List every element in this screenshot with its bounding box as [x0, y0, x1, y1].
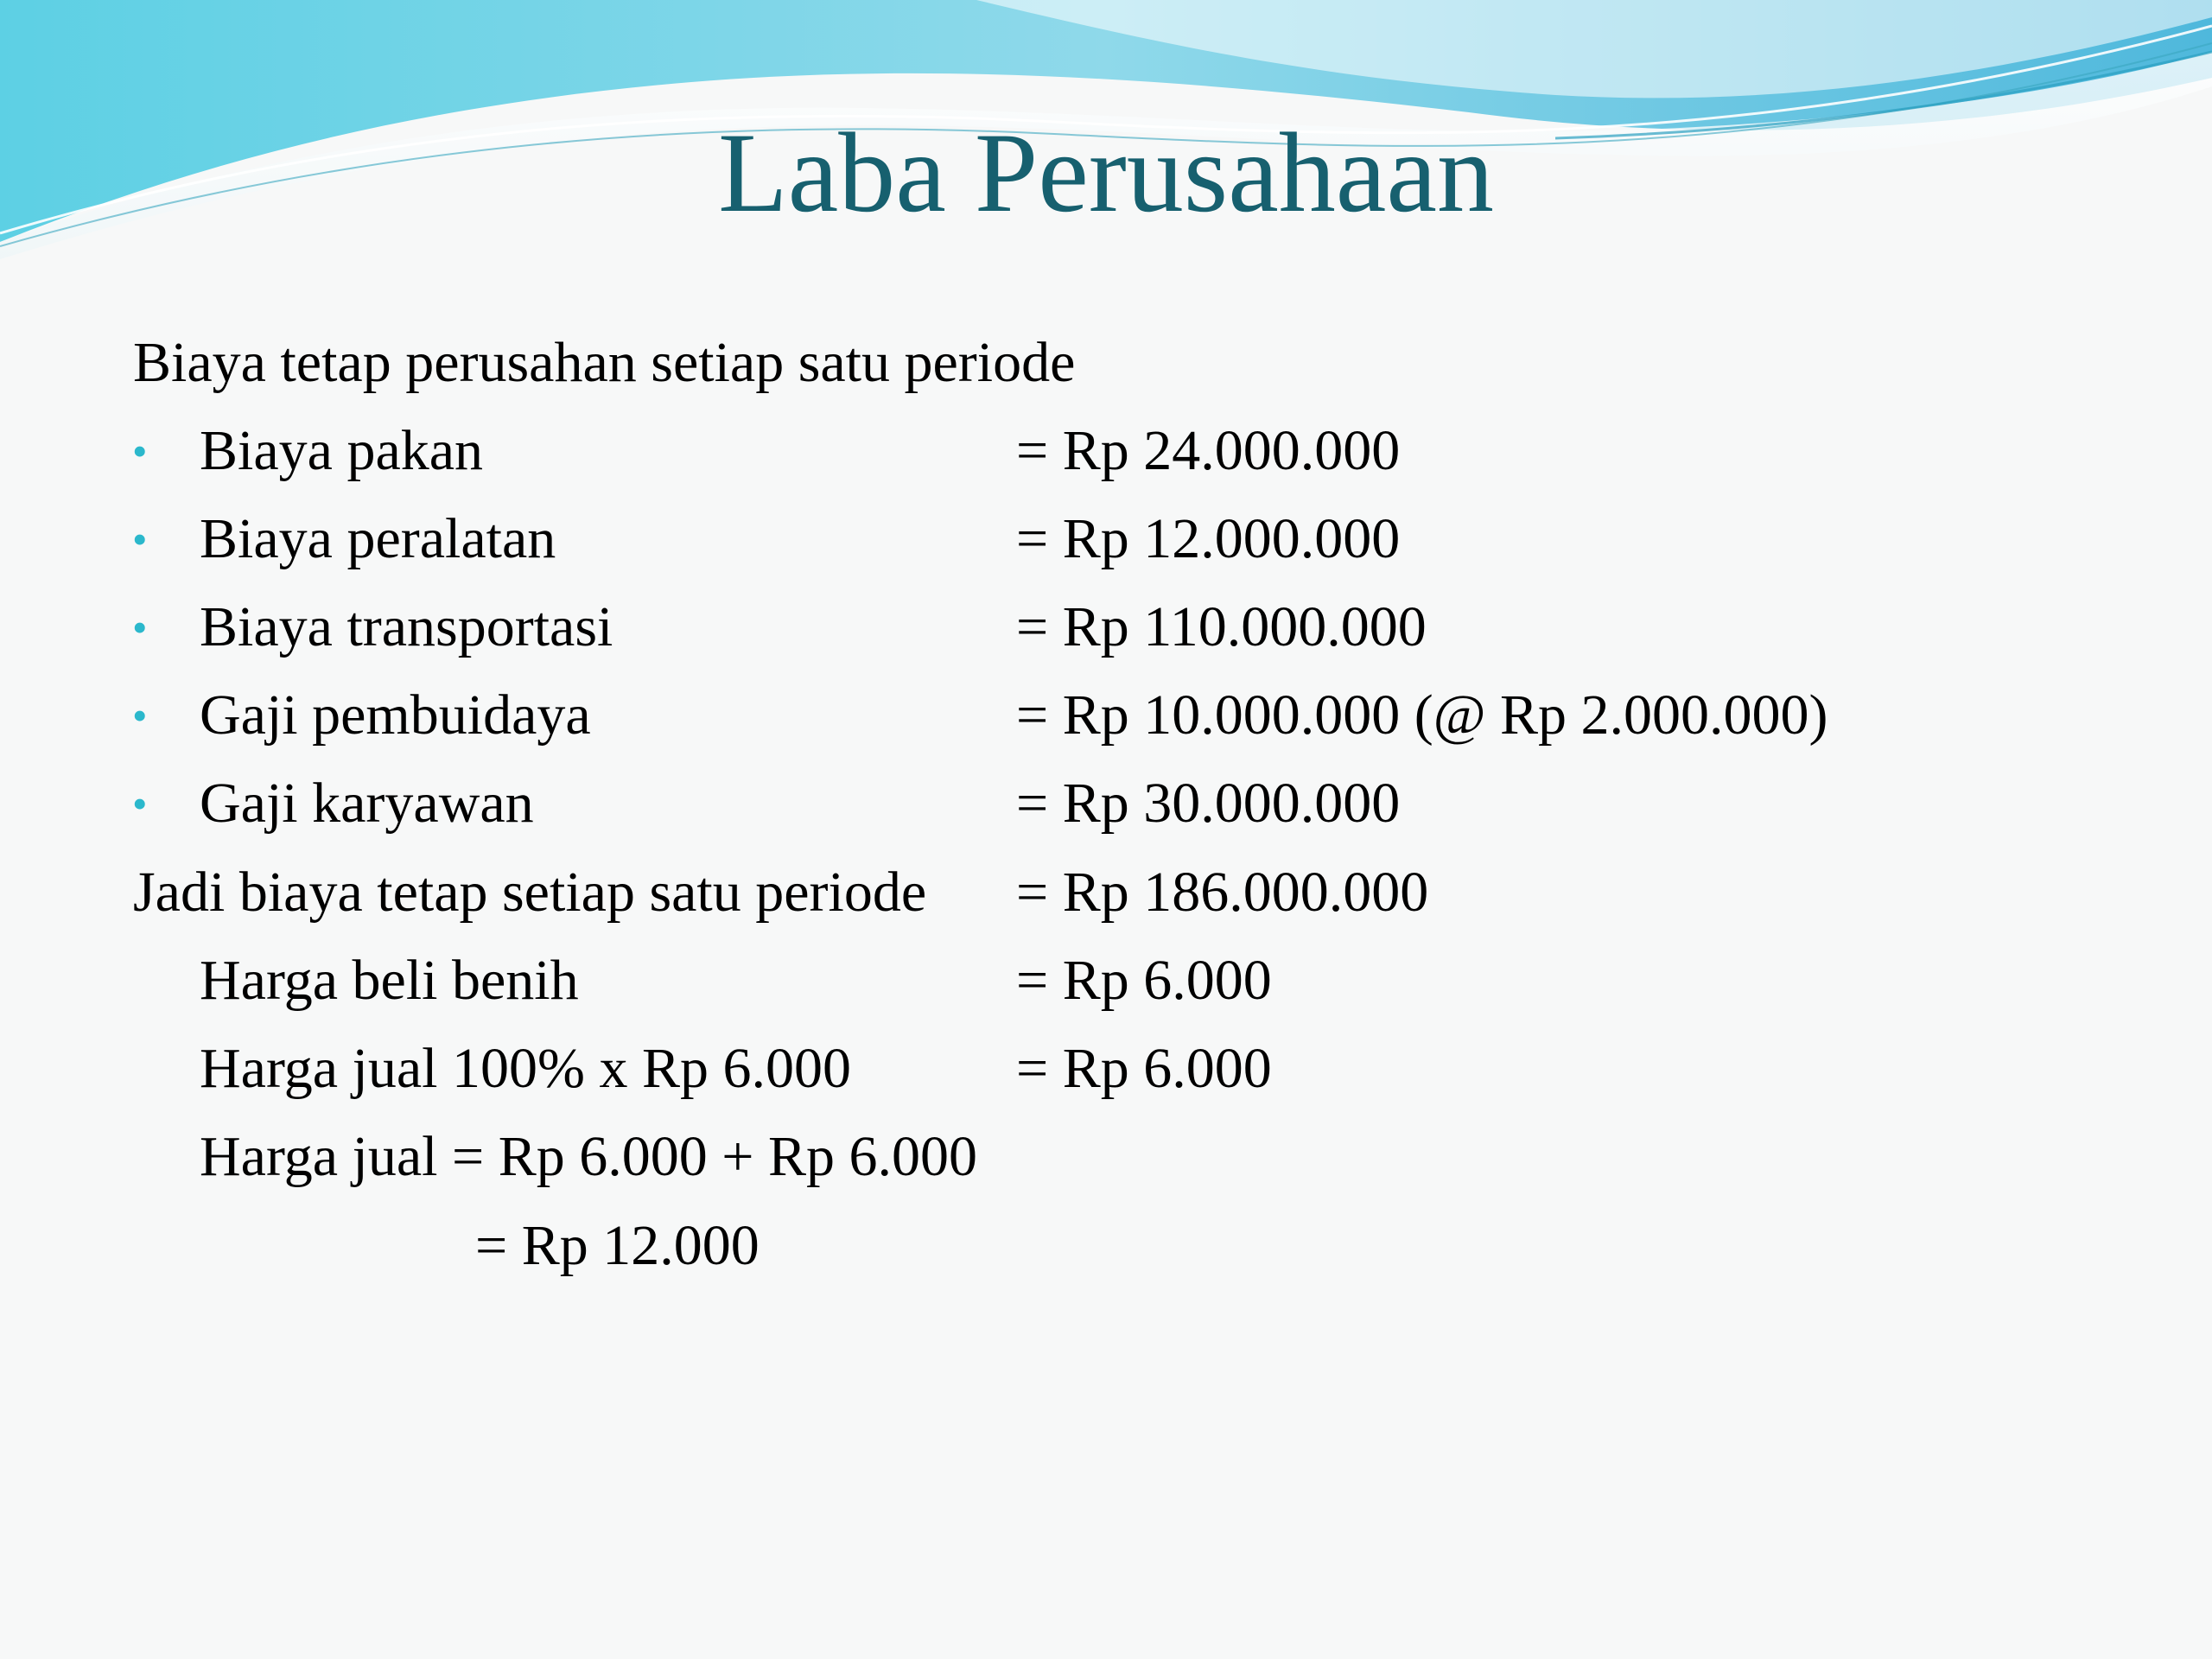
item-label-gaji-pembuidaya: Gaji pembuidaya — [200, 683, 591, 747]
item-value-gaji-pembuidaya: = Rp 10.000.000 (@ Rp 2.000.000) — [1016, 683, 1828, 747]
bullet-icon: • — [132, 427, 148, 475]
harga-jual-result: = Rp 12.000 — [475, 1214, 760, 1277]
intro-text: Biaya tetap perusahan setiap satu periode — [133, 331, 1076, 394]
harga-beli-label: Harga beli benih — [200, 949, 579, 1012]
bullet-icon: • — [132, 603, 148, 652]
harga-jual-sum: Harga jual = Rp 6.000 + Rp 6.000 — [200, 1125, 977, 1188]
item-label-biaya-pakan: Biaya pakan — [200, 419, 484, 482]
harga-jual-pct-value: = Rp 6.000 — [1016, 1037, 1272, 1100]
bullet-icon: • — [132, 691, 148, 740]
bullet-icon: • — [132, 779, 148, 828]
item-label-gaji-karyawan: Gaji karyawan — [200, 772, 534, 835]
harga-beli-value: = Rp 6.000 — [1016, 949, 1272, 1012]
item-label-biaya-peralatan: Biaya peralatan — [200, 507, 556, 570]
item-value-biaya-transportasi: = Rp 110.000.000 — [1016, 595, 1427, 658]
total-label: Jadi biaya tetap setiap satu periode — [133, 861, 927, 924]
item-value-biaya-peralatan: = Rp 12.000.000 — [1016, 507, 1401, 570]
item-value-gaji-karyawan: = Rp 30.000.000 — [1016, 772, 1401, 835]
bullet-icon: • — [132, 515, 148, 563]
item-value-biaya-pakan: = Rp 24.000.000 — [1016, 419, 1401, 482]
slide-title: Laba Perusahaan — [718, 109, 1494, 236]
item-label-biaya-transportasi: Biaya transportasi — [200, 595, 613, 658]
harga-jual-pct-label: Harga jual 100% x Rp 6.000 — [200, 1037, 852, 1100]
total-value: = Rp 186.000.000 — [1016, 861, 1429, 924]
